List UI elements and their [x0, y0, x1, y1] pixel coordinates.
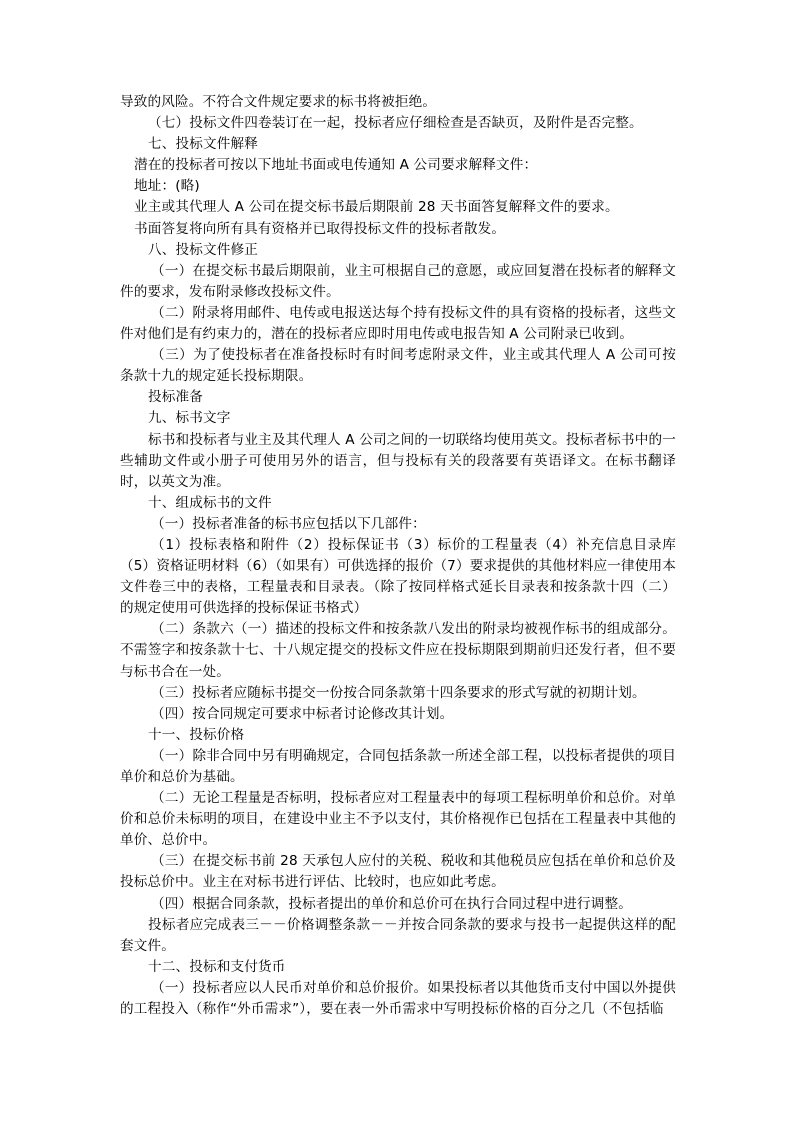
document-body [120, 92, 676, 1020]
paragraph: 书面答复将向所有具有资格并已取得投标文件的投标者散发。 [134, 220, 506, 237]
paragraph: （三）为了使投标者在准备投标时有时间考虑附录文件，业主或其代理人 A 公司可按条款十九的规定延长投标期限。 [120, 347, 676, 385]
paragraph: （三）投标者应随标书提交一份按合同条款第十四条要求的形式写就的初期计划。 [151, 684, 646, 701]
paragraph: 地址：(略) [134, 178, 200, 195]
paragraph: 潜在的投标者可按以下地址书面或电传通知 A 公司要求解释文件： [134, 157, 538, 174]
paragraph: 标书和投标者与业主及其代理人 A 公司之间的一切联络均使用英文。投标者标书中的一些辅助文件或小册子可使用另外的语言，但与投标有关的段落要有英语译文。在标书翻译时，以英文为准。 [120, 431, 676, 490]
paragraph: （一）投标者应以人民币对单价和总价报价。如果投标者以其他货币支付中国以外提供的工程投入（称作“外币需求”），要在表一外币需求中写明投标价格的百分之几（不包括临 [120, 979, 676, 1018]
section-heading: 十二、投标和支付货币 [148, 958, 286, 975]
paragraph: （一）投标者准备的标书应包括以下几部件： [151, 515, 426, 532]
paragraph: （1）投标表格和附件（2）投标保证书（3）标价的工程量表（4）补充信息目录库（5）资格证明材料（6）（如果有）可供选择的报价（7）要求提供的其他材料应一律使用本文件卷三中的表格，工程量表和目录表。（除了按同样格式延长目录表和按条款十四（二）的规定使用可供选择的投标保证书格式） [120, 536, 676, 617]
section-heading: 七、投标文件解释 [148, 136, 258, 153]
paragraph: （二）条款六（一）描述的投标文件和按条款八发出的附录均被视作标书的组成部分。不需签字和按条款十七、十八规定提交的投标文件应在投标期限到期前归还发行者，但不要与标书合在一处。 [120, 621, 676, 680]
paragraph: 投标者应完成表三－－价格调整条款－－并按合同条款的要求与投书一起提供这样的配套文件。 [120, 916, 676, 954]
part-heading: 投标准备 [148, 389, 203, 406]
paragraph: （二）无论工程量是否标明，投标者应对工程量表中的每项工程标明单价和总价。对单价和总价未标明的项目，在建设中业主不予以支付，其价格视作已包括在工程量表中其他的单价、总价中。 [120, 790, 676, 849]
paragraph: （一）除非合同中另有明确规定，合同包括条款一所述全部工程，以投标者提供的项目单价和总价为基础。 [120, 747, 676, 785]
section-heading: 十、组成标书的文件 [148, 494, 272, 511]
paragraph: 导致的风险。不符合文件规定要求的标书将被拒绝。 [120, 94, 437, 110]
paragraph: （四）按合同规定可要求中标者讨论修改其计划。 [151, 705, 454, 722]
paragraph: （二）附录将用邮件、电传或电报送达每个持有投标文件的具有资格的投标者，这些文件对他们是有约束力的，潜在的投标者应即时用电传或电报告知 A 公司附录已收到。 [120, 304, 676, 343]
section-heading: 九、标书文字 [148, 410, 231, 427]
paragraph: 业主或其代理人 A 公司在提交标书最后期限前 28 天书面答复解释文件的要求。 [134, 199, 619, 216]
paragraph: （四）根据合同条款，投标者提出的单价和总价可在执行合同过程中进行调整。 [151, 895, 633, 912]
paragraph: （三）在提交标书前 28 天承包人应付的关税、税收和其他税员应包括在单价和总价及投标总价中。业主在对标书进行评估、比较时，也应如此考虑。 [120, 853, 676, 891]
section-heading: 十一、投标价格 [148, 726, 245, 743]
paragraph: （七）投标文件四卷装订在一起，投标者应仔细检查是否缺页，及附件是否完整。 [148, 115, 643, 132]
paragraph: （一）在提交标书最后期限前，业主可根据自己的意愿，或应回复潜在投标者的解释文件的要求，发布附录修改投标文件。 [120, 262, 676, 300]
section-heading: 八、投标文件修正 [148, 241, 258, 258]
